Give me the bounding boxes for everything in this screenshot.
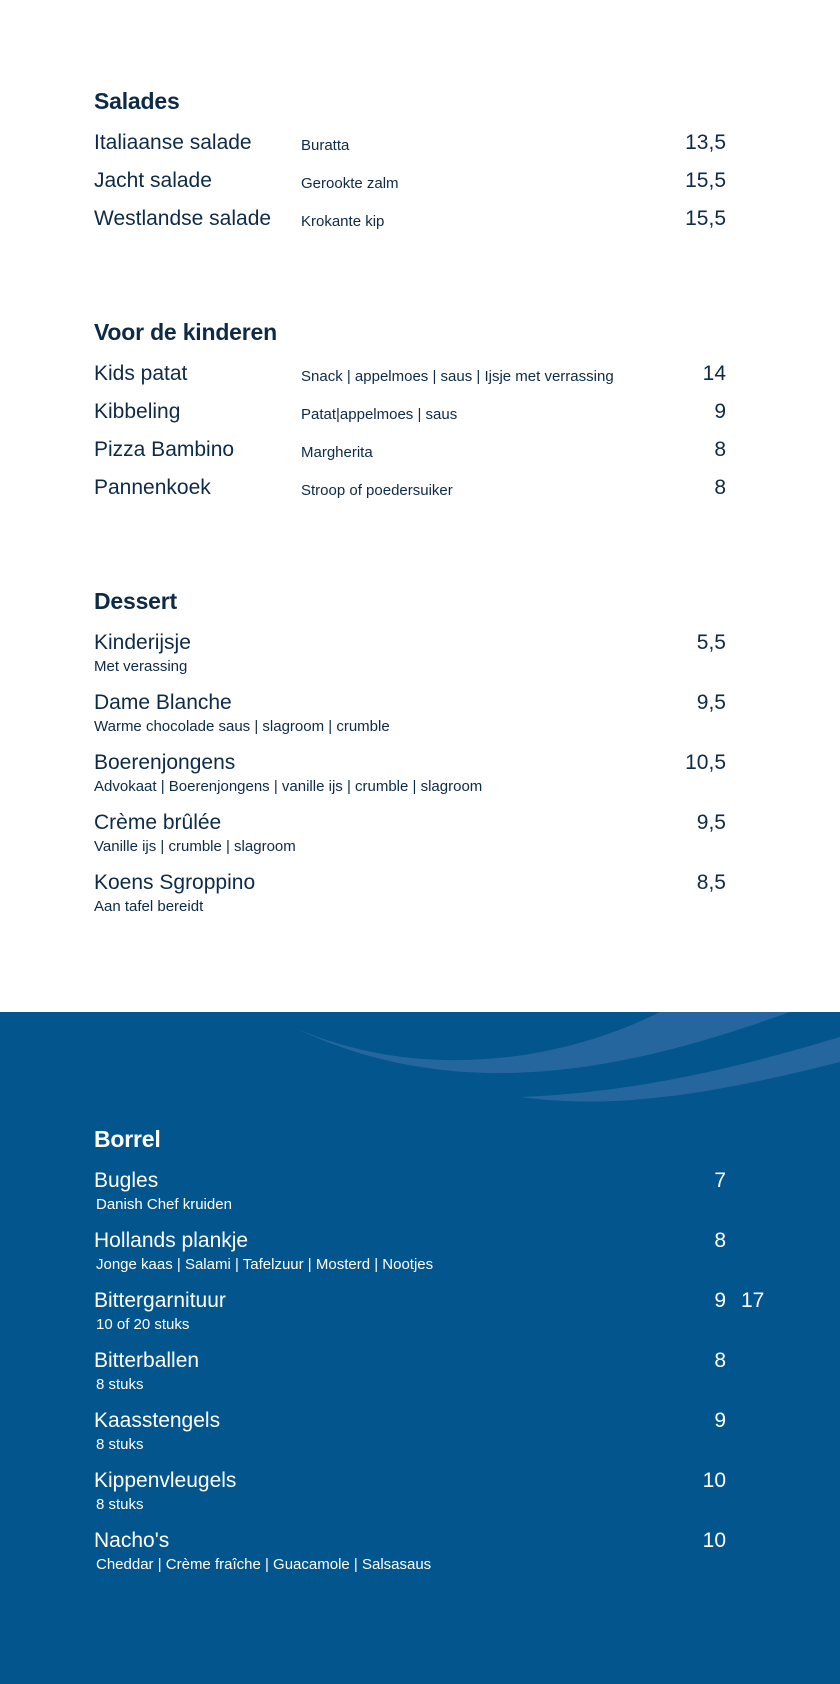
item-name: Pizza Bambino [94,438,235,461]
item-description: 8 stuks [96,1496,144,1513]
item-price: 9 [714,1409,726,1432]
item-price: 7 [714,1169,726,1192]
item-description: Aan tafel bereidt [94,898,204,915]
section-title: Voor de kinderen [94,319,277,345]
item-description: Margherita [301,444,373,461]
menu-item [94,1529,754,1589]
menu-item [94,811,754,871]
menu-item [94,631,754,691]
menu-item [94,1349,754,1409]
item-price: 15,5 [685,207,726,230]
item-name: Hollands plankje [94,1229,249,1252]
menu-item [94,476,754,514]
item-description: Danish Chef kruiden [96,1196,232,1213]
item-name: Kippenvleugels [94,1469,237,1492]
menu-item [94,1169,754,1229]
menu-item [94,131,754,169]
section-title: Dessert [94,588,177,614]
item-name: Kibbeling [94,400,181,423]
item-price: 14 [702,362,726,385]
item-name: Bugles [94,1169,159,1192]
item-description: Warme chocolade saus | slagroom | crumble [94,718,390,735]
item-price: 8,5 [696,871,726,894]
item-name: Italiaanse salade [94,131,252,154]
item-price: 15,5 [685,169,726,192]
item-name: Koens Sgroppino [94,871,256,894]
item-price: 9 [714,400,726,423]
section-borrel [94,1126,765,1589]
menu-item [94,169,754,207]
item-description: Patat|appelmoes | saus [301,406,458,423]
item-price-large: 17 [741,1289,765,1312]
borrel-band [0,1012,840,1684]
item-name: Jacht salade [94,169,212,192]
item-price: 8 [714,1349,726,1372]
menu-item [94,362,754,400]
item-description: Advokaat | Boerenjongens | vanille ijs | crumble | slagroom [94,778,483,795]
item-price: 9 [714,1289,726,1312]
menu-item [94,1289,765,1349]
item-price: 8 [714,476,726,499]
item-name: Kids patat [94,362,188,385]
item-price: 10 [702,1469,726,1492]
item-description: 8 stuks [96,1436,144,1453]
section-salades [94,88,754,245]
item-description: Krokante kip [301,213,385,230]
item-name: Crème brûlée [94,811,222,834]
item-name: Kinderijsje [94,631,191,654]
section-dessert [94,588,754,931]
menu-item [94,1229,754,1289]
menu-item [94,751,754,811]
menu-item [94,1469,754,1529]
item-price: 8 [714,438,726,461]
item-name: Nacho's [94,1529,170,1552]
item-description: Snack | appelmoes | saus | Ijsje met verrassing [301,368,614,385]
item-description: 10 of 20 stuks [96,1316,190,1333]
menu-item [94,400,754,438]
item-price: 13,5 [685,131,726,154]
item-price: 5,5 [696,631,726,654]
item-name: Bittergarnituur [94,1289,226,1312]
item-description: 8 stuks [96,1376,144,1393]
menu-item [94,207,754,245]
item-price: 10,5 [685,751,726,774]
item-name: Dame Blanche [94,691,232,714]
item-description: Buratta [301,137,350,154]
menu-item [94,1409,754,1469]
item-description: Stroop of poedersuiker [301,482,453,499]
item-name: Boerenjongens [94,751,236,774]
item-description: Cheddar | Crème fraîche | Guacamole | Salsasaus [96,1556,432,1573]
wave-decoration [0,1012,840,1122]
item-description: Gerookte zalm [301,175,399,192]
item-name: Pannenkoek [94,476,211,499]
section-title: Borrel [94,1126,161,1152]
item-price: 8 [714,1229,726,1252]
item-name: Kaasstengels [94,1409,221,1432]
item-price: 9,5 [696,691,726,714]
section-title: Salades [94,88,180,114]
item-price: 9,5 [696,811,726,834]
section-kinderen [94,319,754,514]
menu-item [94,438,754,476]
item-price: 10 [702,1529,726,1552]
item-description: Jonge kaas | Salami | Tafelzuur | Mosterd | Nootjes [96,1256,434,1273]
menu-item [94,871,754,931]
item-name: Westlandse salade [94,207,272,230]
item-description: Vanille ijs | crumble | slagroom [94,838,296,855]
item-description: Met verassing [94,658,188,675]
menu-item [94,691,754,751]
item-name: Bitterballen [94,1349,200,1372]
